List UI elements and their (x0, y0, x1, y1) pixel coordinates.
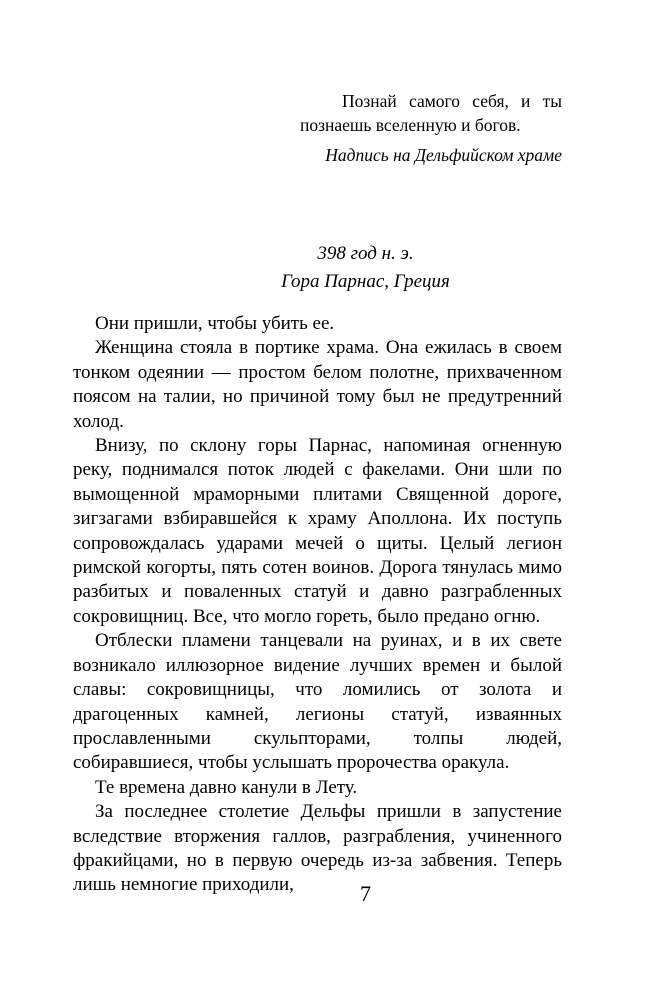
paragraph: Они пришли, чтобы убить ее. (95, 313, 335, 334)
chapter-date: 398 год н. э. (317, 243, 414, 264)
epigraph-source: Надпись на Дельфийском храме (325, 145, 562, 165)
page-number-value: 7 (360, 881, 371, 906)
paragraph: Женщина стояла в портике храма. Она ежилась в своем тонком одеянии — простом белом полотне, прихваченном поясом на талии, но причиной тому был не предутренний холод. (73, 337, 562, 432)
paragraph: Отблески пламени танцевали на руинах, и в их свете возникало иллюзорное видение лучших времен и былой славы: сокровищницы, что ломились от золота и драгоценных камней, легионы статуй, изваянных прославленными скульпторами, толпы людей, собиравшиеся, чтобы услышать пророчества оракула. (73, 630, 562, 774)
epigraph (300, 89, 562, 167)
chapter-place: Гора Парнас, Греция (281, 271, 450, 292)
chapter-heading (0, 240, 671, 296)
paragraph: Внизу, по склону горы Парнас, напоминая огненную реку, поднимался поток людей с факелами. Они шли по вымощенной мраморными плитами Священной дороге, зигзагами взбиравшейся к храму Аполлона. Их поступь сопровождалась ударами мечей о щиты. Целый легион римской когорты, пять сотен воинов. Дорога тянулась мимо разбитых и поваленных статуй и давно разграбленных сокровищниц. Все, что могло гореть, было предано огню. (73, 435, 562, 627)
body-text (73, 312, 562, 898)
page-number (0, 880, 671, 908)
paragraph: Те времена давно канули в Лету. (95, 776, 358, 798)
epigraph-line: познаешь вселенную и богов. (300, 115, 521, 135)
paragraph: За последнее столетие Дельфы пришли в запустение вследствие вторжения галлов, разграбления, учиненного фракийцами, но в первую очередь из-за забвения. Теперь лишь немногие приходили, (73, 801, 562, 896)
epigraph-line: Познай самого себя, и ты (342, 91, 562, 111)
